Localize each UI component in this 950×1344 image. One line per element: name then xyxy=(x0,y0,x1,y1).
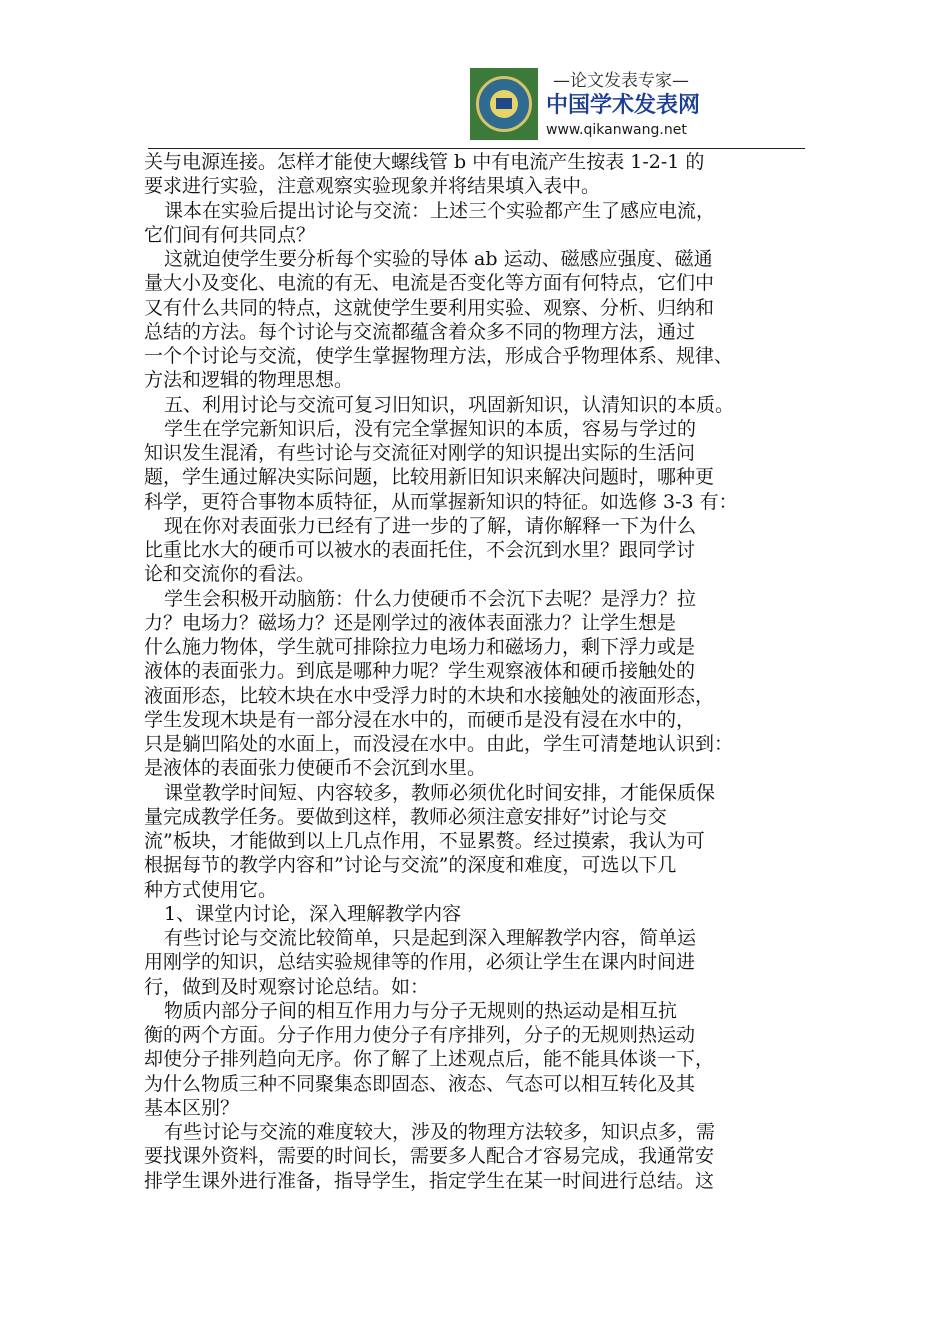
text-line: 现在你对表面张力已经有了进一步的了解，请你解释一下为什么 xyxy=(164,514,697,537)
text-line: 只是躺凹陷处的水面上，而没浸在水中。由此，学生可清楚地认识到： xyxy=(144,733,734,755)
text-line: 液体的表面张力。到底是哪种力呢？学生观察液体和硬币接触处的 xyxy=(144,660,696,683)
logo-tagline: —论文发表专家— xyxy=(553,71,689,91)
logo-url: www.qikanwang.net xyxy=(546,122,687,138)
logo-name: 中国学术发表网 xyxy=(546,93,701,118)
text-line: 学生会积极开动脑筋：什么力使硬币不会沉下去呢？是浮力？拉 xyxy=(164,587,697,610)
site-logo[interactable] xyxy=(470,68,702,144)
text-line: 方法和逻辑的物理思想。 xyxy=(144,369,354,392)
text-line: 有些讨论与交流的难度较大，涉及的物理方法较多，知识点多，需 xyxy=(164,1121,716,1143)
text-line: 行，做到及时观察讨论总结。如： xyxy=(144,975,430,998)
text-line: 科学，更符合事物本质特征，从而掌握新知识的特征。如选修 3-3 有： xyxy=(144,490,738,513)
text-line: 知识发生混淆，有些讨论与交流征对刚学的知识提出实际的生活问 xyxy=(144,442,696,464)
text-line: 关与电源连接。怎样才能使大螺线管 b 中有电流产生按表 1-2-1 的 xyxy=(144,151,705,173)
text-line: 液面形态，比较木块在水中受浮力时的木块和水接触处的液面形态， xyxy=(144,684,715,707)
logo-book xyxy=(496,98,512,109)
text-line: 论和交流你的看法。 xyxy=(144,563,316,586)
text-line: 种方式使用它。 xyxy=(144,878,278,901)
text-line: 五、利用讨论与交流可复习旧知识，巩固新知识，认清知识的本质。 xyxy=(164,393,735,416)
text-line: 衡的两个方面。分子作用力使分子有序排列，分子的无规则热运动 xyxy=(144,1024,696,1046)
text-line: 又有什么共同的特点，这就使学生要利用实验、观察、分析、归纳和 xyxy=(144,296,715,319)
text-line: 物质内部分子间的相互作用力与分子无规则的热运动是相互抗 xyxy=(164,999,678,1022)
text-line: 是液体的表面张力使硬币不会沉到水里。 xyxy=(144,757,487,780)
text-line: 根据每节的教学内容和”讨论与交流”的深度和难度，可选以下几 xyxy=(144,854,677,877)
text-line: 力？电场力？磁场力？还是刚学过的液体表面涨力？让学生想是 xyxy=(144,611,677,634)
text-line: 要求进行实验，注意观察实验现象并将结果填入表中。 xyxy=(144,175,601,198)
text-line: 量完成教学任务。要做到这样，教师必须注意安排好”讨论与交 xyxy=(144,805,667,828)
text-line: 要找课外资料，需要的时间长，需要多人配合才容易完成，我通常安 xyxy=(144,1145,715,1168)
text-line: 用刚学的知识，总结实验规律等的作用，必须让学生在课内时间进 xyxy=(144,951,696,974)
text-line: 一个个讨论与交流，使学生掌握物理方法，形成合乎物理体系、规律、 xyxy=(144,345,734,367)
text-line: 为什么物质三种不同聚集态即固态、液态、气态可以相互转化及其 xyxy=(144,1072,696,1095)
text-line: 却使分子排列趋向无序。你了解了上述观点后，能不能具体谈一下， xyxy=(144,1048,715,1071)
text-line: 比重比水大的硬币可以被水的表面托住，不会沉到水里？跟同学讨 xyxy=(144,539,696,561)
text-line: 有些讨论与交流比较简单，只是起到深入理解教学内容，简单运 xyxy=(164,927,697,949)
text-line: 学生在学完新知识后，没有完全掌握知识的本质，容易与学过的 xyxy=(164,417,697,440)
text-line: 这就迫使学生要分析每个实验的导体 ab 运动、磁感应强度、磁通 xyxy=(164,248,713,270)
text-line: 流”板块，才能做到以上几点作用，不显累赘。经过摸索，我认为可 xyxy=(144,830,705,852)
text-line: 基本区别？ xyxy=(144,1096,240,1119)
text-line: 1、课堂内讨论，深入理解教学内容 xyxy=(164,902,462,925)
text-line: 什么施力物体，学生就可排除拉力电场力和磁场力，剩下浮力或是 xyxy=(144,636,696,658)
text-line: 学生发现木块是有一部分浸在水中的，而硬币是没有浸在水中的， xyxy=(144,708,696,731)
text-line: 排学生课外进行准备，指导学生，指定学生在某一时间进行总结。这 xyxy=(144,1169,715,1192)
text-line: 它们间有何共同点？ xyxy=(144,223,316,246)
header-divider xyxy=(148,148,805,149)
text-line: 总结的方法。每个讨论与交流都蕴含着众多不同的物理方法，通过 xyxy=(144,320,696,343)
text-line: 量大小及变化、电流的有无、电流是否变化等方面有何特点，它们中 xyxy=(144,272,715,295)
logo-emblem-icon xyxy=(470,68,538,140)
text-line: 课本在实验后提出讨论与交流：上述三个实验都产生了感应电流， xyxy=(164,199,716,222)
body-text xyxy=(144,150,804,1193)
text-line: 题，学生通过解决实际问题，比较用新旧知识来解决问题时，哪种更 xyxy=(144,466,715,489)
text-line: 课堂教学时间短、内容较多，教师必须优化时间安排，才能保质保 xyxy=(164,781,716,804)
